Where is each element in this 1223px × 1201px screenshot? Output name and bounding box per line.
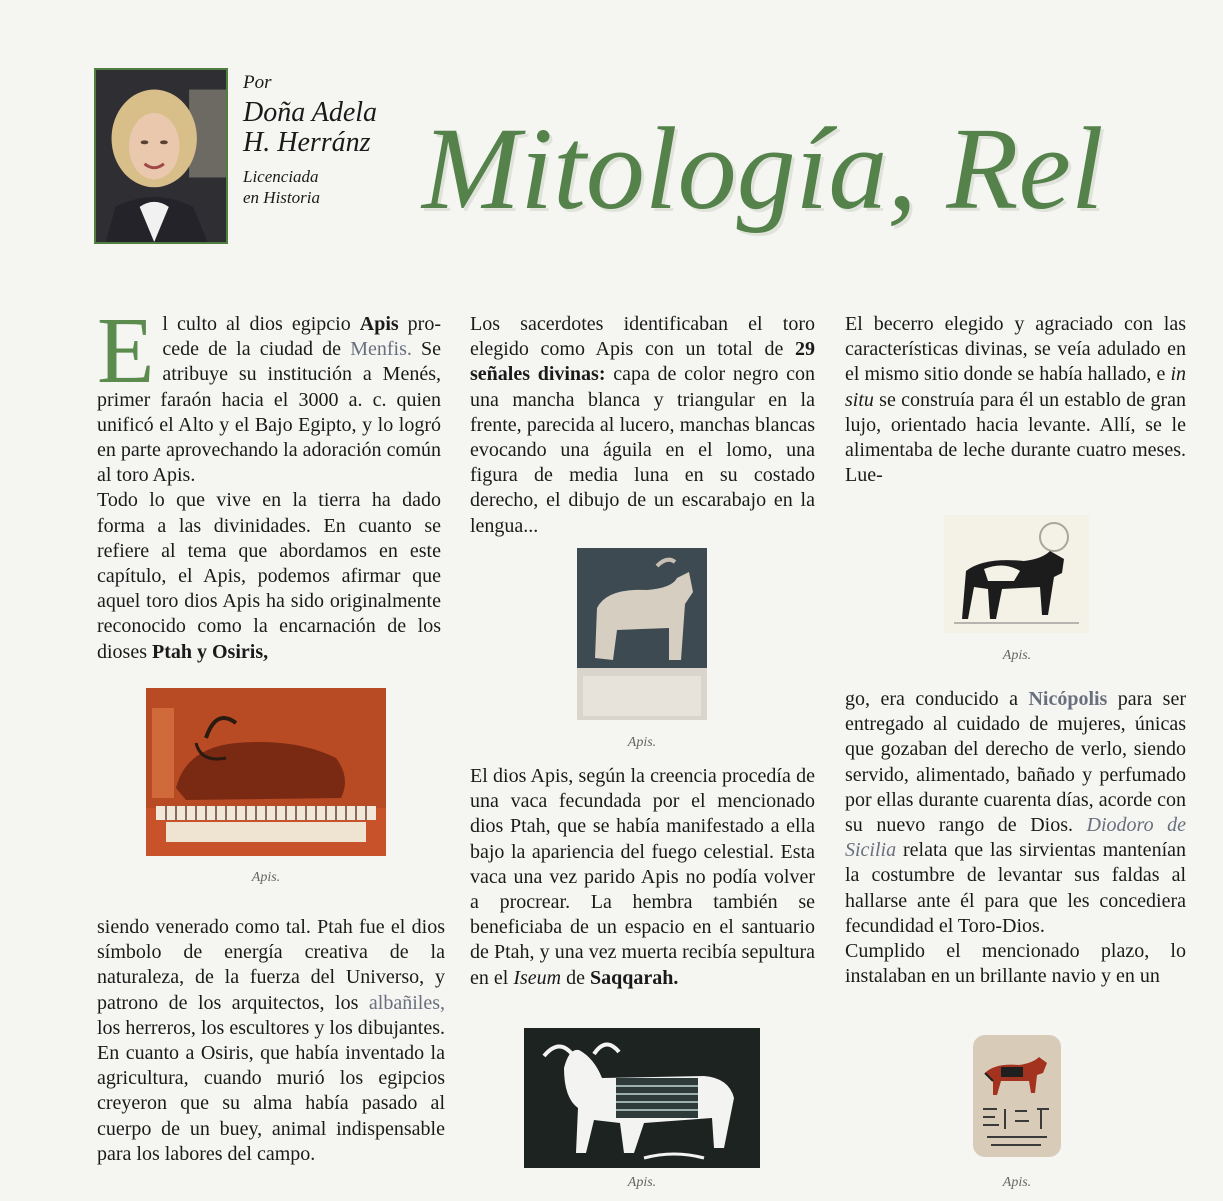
figure-bull-statue xyxy=(577,548,707,720)
text-run: Los sacerdotes identificaban el toro elegido como Apis con un total de xyxy=(470,313,815,361)
figure-caption: Apis. xyxy=(627,735,657,750)
text-run: l culto al dios egipcio xyxy=(162,313,360,335)
text-run-author: Diodoro de Sicilia xyxy=(845,814,1187,862)
col1-bottom-text xyxy=(97,915,445,1167)
text-run-italic: Iseum xyxy=(513,966,562,989)
text-run: de xyxy=(561,966,590,989)
text-run: go, era conducido a xyxy=(845,688,1029,710)
text-run: los herreros, los escultores y los dibujantes. En cuanto a Osiris, que había inventado la agricultura, cuando murió los egipcios creyeron que su alma había pasado al cuerpo de un buey, animal indispensable para los labores del campo. xyxy=(97,1016,445,1165)
text-run-bold: Saqqarah. xyxy=(589,966,679,989)
text-run: El dios Apis, según la creencia procedía de una vaca fecundada por el mencionado dios Ptah, que se había manifestado a ella bajo la apariencia del fuego celestial. Esta vaca una vez parido Apis no podía volver a procrear. La hembra también se beneficiaba de un espacio en el santuario de Ptah, y una vez muerta recibía sepultura en el xyxy=(470,765,815,989)
text-run: capa de color negro con una mancha blanca y triangular en la frente, parecida al lucero, manchas blancas evocando una águila en el lomo, una figura de media luna en su costado derecho, el dibujo de un escarabajo en la lengua... xyxy=(470,363,815,537)
author-credential-line1: Licenciada xyxy=(243,167,319,186)
col3-bottom-text xyxy=(845,687,1186,989)
col2-top-text xyxy=(470,312,815,539)
author-name-line1: Doña Adela xyxy=(243,97,378,128)
byline-por: Por xyxy=(243,72,272,93)
text-run: siendo venerado como tal. Ptah fue el dios símbolo de energía creativa de la naturaleza, de la fuerza del Universo, y patrono de los arquitectos, los xyxy=(97,916,445,1014)
text-run-place: Nicópolis xyxy=(1028,688,1108,710)
text-run: para ser entregado al cuidado de mujeres, únicas que gozaban del derecho de verlo, siendo servido, alimentado, bañado y perfumado por ellas durante cuarenta días, acorde con su nuevo rango de Dios. xyxy=(845,688,1186,837)
col3-top-text xyxy=(845,312,1186,488)
figure-caption: Apis. xyxy=(1002,1175,1032,1190)
figure-bull-illustration xyxy=(524,1028,760,1168)
figure-bull-drawing xyxy=(944,515,1089,633)
text-run: se construía para él un establo de gran lujo, orientado hacia levante. Allí, se le alimentaba de leche durante cuatro meses. Lue- xyxy=(845,388,1186,487)
author-credential-line2: en Historia xyxy=(243,188,320,207)
author-name-line2: H. Herránz xyxy=(243,127,371,158)
text-run-italic: in situ xyxy=(845,363,1186,411)
text-run-bold: 29 señales divinas: xyxy=(470,338,815,386)
text-run-bold: Apis xyxy=(359,313,399,335)
text-run-highlight: albañiles, xyxy=(368,991,445,1014)
figure-caption: Apis. xyxy=(251,870,281,885)
text-run-place: Menfis. xyxy=(350,338,412,361)
byline xyxy=(243,72,377,208)
text-run: El becerro elegido y agraciado con las características divinas, se veía adulado en el mismo sitio donde se había hallado, e xyxy=(845,313,1186,386)
figure-caption: Apis. xyxy=(1002,648,1032,663)
text-run: relata que las sirvientas mantenían la costumbre de levantar sus faldas al hallarse ante él para que les concediera fecundidad el Toro-Dios. xyxy=(845,839,1186,937)
figure-caption: Apis. xyxy=(627,1175,657,1190)
figure-apis-tablet xyxy=(971,1033,1063,1159)
text-run: Todo lo que vive en la tierra ha dado forma a las divinidades. En cuanto se refiere al tema que abordamos en este capítulo, el Apis, podemos afirmar que aquel toro dios Apis ha sido originalmente reconocido como la encarnación de los dioses xyxy=(97,489,441,663)
text-run-bold: Ptah y Osiris, xyxy=(152,640,269,663)
drop-cap: E xyxy=(97,299,155,403)
col1-top-text xyxy=(97,299,442,665)
text-run: pro-cede de la ciudad de xyxy=(162,313,442,361)
author-photo xyxy=(94,68,228,244)
figure-painted-bull xyxy=(146,688,386,856)
text-run: Se atribuye su institución a Menés, primer faraón hacia el 3000 a. c. quien unificó el Alto y el Bajo Egipto, y lo logró en parte aprovechando la adoración común al toro Apis. xyxy=(97,338,442,487)
page-title: Mitología, Rel xyxy=(422,103,1104,234)
text-run: Cumplido el mencionado plazo, lo instalaban en un brillante navio y en un xyxy=(845,940,1186,988)
col2-bottom-text xyxy=(470,764,815,991)
